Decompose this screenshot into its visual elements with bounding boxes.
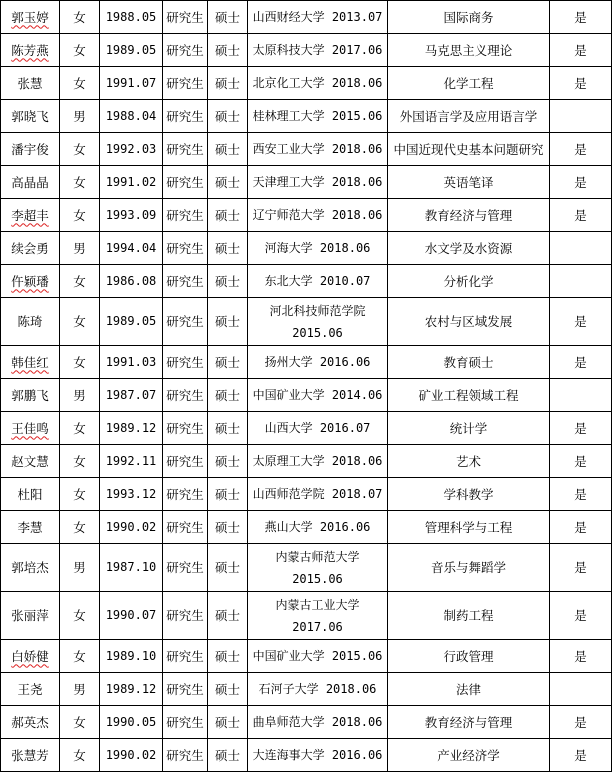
- gender-cell: 女: [60, 265, 100, 298]
- school-graduation-cell: 北京化工大学 2018.06: [248, 67, 388, 100]
- name-text: 郭鹏飞: [11, 387, 49, 403]
- education-cell: 研究生: [163, 67, 208, 100]
- birth-date-cell: 1991.03: [100, 346, 163, 379]
- name-cell: [1, 412, 60, 445]
- gender-cell: 男: [60, 379, 100, 412]
- education-cell: 研究生: [163, 379, 208, 412]
- table-row: [1, 739, 612, 772]
- name-cell: [1, 739, 60, 772]
- name-cell: [1, 673, 60, 706]
- name-text: 高晶晶: [11, 174, 49, 190]
- name-text: 韩佳红: [11, 354, 49, 370]
- name-text: 仵颖璠: [11, 273, 49, 289]
- gender-cell: 女: [60, 706, 100, 739]
- education-cell: 研究生: [163, 706, 208, 739]
- name-text: 赵文慧: [11, 453, 49, 469]
- name-text: 张慧芳: [11, 747, 49, 763]
- name-cell: [1, 298, 60, 346]
- flag-cell: 是: [550, 298, 612, 346]
- major-cell: 产业经济学: [388, 739, 550, 772]
- major-cell: 管理科学与工程: [388, 511, 550, 544]
- school-graduation-cell: 山西师范学院 2018.07: [248, 478, 388, 511]
- table-row: [1, 166, 612, 199]
- birth-date-cell: 1990.02: [100, 511, 163, 544]
- table-row: [1, 592, 612, 640]
- name-text: 潘宇俊: [11, 141, 49, 157]
- gender-cell: 女: [60, 1, 100, 34]
- table-row: [1, 673, 612, 706]
- education-cell: 研究生: [163, 298, 208, 346]
- name-text: 陈琦: [17, 314, 43, 329]
- gender-cell: 女: [60, 511, 100, 544]
- school-graduation-cell: 天津理工大学 2018.06: [248, 166, 388, 199]
- school-graduation-cell: 河北科技师范学院 2015.06: [248, 298, 388, 346]
- school-graduation-cell: 内蒙古师范大学 2015.06: [248, 544, 388, 592]
- education-cell: 研究生: [163, 346, 208, 379]
- school-graduation-cell: 太原科技大学 2017.06: [248, 34, 388, 67]
- degree-cell: 硕士: [208, 265, 248, 298]
- name-cell: [1, 232, 60, 265]
- gender-cell: 女: [60, 592, 100, 640]
- flag-cell: 是: [550, 346, 612, 379]
- flag-cell: [550, 100, 612, 133]
- flag-cell: [550, 265, 612, 298]
- school-graduation-cell: 燕山大学 2016.06: [248, 511, 388, 544]
- flag-cell: 是: [550, 34, 612, 67]
- gender-cell: 男: [60, 544, 100, 592]
- major-cell: 分析化学: [388, 265, 550, 298]
- degree-cell: 硕士: [208, 1, 248, 34]
- education-cell: 研究生: [163, 544, 208, 592]
- name-cell: [1, 706, 60, 739]
- table-row: [1, 34, 612, 67]
- birth-date-cell: 1987.10: [100, 544, 163, 592]
- flag-cell: 是: [550, 544, 612, 592]
- education-cell: 研究生: [163, 511, 208, 544]
- gender-cell: 女: [60, 412, 100, 445]
- gender-cell: 女: [60, 346, 100, 379]
- flag-cell: 是: [550, 478, 612, 511]
- name-cell: [1, 478, 60, 511]
- education-cell: 研究生: [163, 1, 208, 34]
- table-row: [1, 544, 612, 592]
- table-row: [1, 100, 612, 133]
- name-text: 杜阳: [17, 486, 43, 502]
- school-graduation-cell: 中国矿业大学 2015.06: [248, 640, 388, 673]
- gender-cell: 女: [60, 34, 100, 67]
- flag-cell: 是: [550, 1, 612, 34]
- name-cell: [1, 100, 60, 133]
- birth-date-cell: 1987.07: [100, 379, 163, 412]
- table-row: [1, 478, 612, 511]
- birth-date-cell: 1992.03: [100, 133, 163, 166]
- name-cell: [1, 379, 60, 412]
- major-cell: 法律: [388, 673, 550, 706]
- degree-cell: 硕士: [208, 298, 248, 346]
- degree-cell: 硕士: [208, 706, 248, 739]
- name-text: 白娇健: [11, 648, 49, 664]
- gender-cell: 男: [60, 232, 100, 265]
- major-cell: 化学工程: [388, 67, 550, 100]
- name-text: 郝英杰: [11, 714, 49, 730]
- major-cell: 外国语言学及应用语言学: [388, 100, 550, 133]
- major-cell: 中国近现代史基本问题研究: [388, 133, 550, 166]
- birth-date-cell: 1990.05: [100, 706, 163, 739]
- name-text: 郭晓飞: [11, 108, 49, 124]
- education-cell: 研究生: [163, 100, 208, 133]
- birth-date-cell: 1989.05: [100, 34, 163, 67]
- birth-date-cell: 1992.11: [100, 445, 163, 478]
- major-cell: 农村与区域发展: [388, 298, 550, 346]
- birth-date-cell: 1988.04: [100, 100, 163, 133]
- education-cell: 研究生: [163, 445, 208, 478]
- degree-cell: 硕士: [208, 511, 248, 544]
- name-text: 郭玉婷: [11, 9, 49, 25]
- major-cell: 制药工程: [388, 592, 550, 640]
- major-cell: 行政管理: [388, 640, 550, 673]
- degree-cell: 硕士: [208, 166, 248, 199]
- table-row: [1, 133, 612, 166]
- gender-cell: 女: [60, 739, 100, 772]
- flag-cell: 是: [550, 166, 612, 199]
- gender-cell: 男: [60, 673, 100, 706]
- gender-cell: 女: [60, 133, 100, 166]
- birth-date-cell: 1994.04: [100, 232, 163, 265]
- school-graduation-cell: 西安工业大学 2018.06: [248, 133, 388, 166]
- school-graduation-cell: 太原理工大学 2018.06: [248, 445, 388, 478]
- gender-cell: 男: [60, 100, 100, 133]
- table-row: [1, 511, 612, 544]
- table-row: [1, 199, 612, 232]
- birth-date-cell: 1989.12: [100, 412, 163, 445]
- degree-cell: 硕士: [208, 412, 248, 445]
- name-text: 郭培杰: [11, 560, 49, 575]
- degree-cell: 硕士: [208, 133, 248, 166]
- birth-date-cell: 1988.05: [100, 1, 163, 34]
- school-graduation-cell: 中国矿业大学 2014.06: [248, 379, 388, 412]
- birth-date-cell: 1991.07: [100, 67, 163, 100]
- name-cell: [1, 445, 60, 478]
- flag-cell: 是: [550, 412, 612, 445]
- flag-cell: 是: [550, 739, 612, 772]
- school-graduation-cell: 内蒙古工业大学 2017.06: [248, 592, 388, 640]
- school-graduation-cell: 桂林理工大学 2015.06: [248, 100, 388, 133]
- flag-cell: 是: [550, 67, 612, 100]
- flag-cell: [550, 673, 612, 706]
- name-cell: [1, 265, 60, 298]
- birth-date-cell: 1993.12: [100, 478, 163, 511]
- major-cell: 国际商务: [388, 1, 550, 34]
- name-text: 李慧: [17, 519, 43, 535]
- name-text: 续会勇: [11, 240, 49, 256]
- major-cell: 艺术: [388, 445, 550, 478]
- table-row: [1, 67, 612, 100]
- gender-cell: 女: [60, 478, 100, 511]
- flag-cell: 是: [550, 133, 612, 166]
- major-cell: 教育硕士: [388, 346, 550, 379]
- name-text: 张丽萍: [11, 608, 49, 623]
- major-cell: 教育经济与管理: [388, 199, 550, 232]
- table-row: [1, 1, 612, 34]
- gender-cell: 女: [60, 67, 100, 100]
- gender-cell: 女: [60, 199, 100, 232]
- name-cell: [1, 592, 60, 640]
- table-row: [1, 265, 612, 298]
- degree-cell: 硕士: [208, 346, 248, 379]
- birth-date-cell: 1989.05: [100, 298, 163, 346]
- major-cell: 统计学: [388, 412, 550, 445]
- degree-cell: 硕士: [208, 100, 248, 133]
- name-text: 王尧: [17, 681, 43, 697]
- degree-cell: 硕士: [208, 739, 248, 772]
- major-cell: 水文学及水资源: [388, 232, 550, 265]
- name-cell: [1, 544, 60, 592]
- major-cell: 音乐与舞蹈学: [388, 544, 550, 592]
- education-cell: 研究生: [163, 265, 208, 298]
- birth-date-cell: 1990.07: [100, 592, 163, 640]
- table-row: [1, 706, 612, 739]
- education-cell: 研究生: [163, 640, 208, 673]
- flag-cell: 是: [550, 640, 612, 673]
- education-cell: 研究生: [163, 739, 208, 772]
- birth-date-cell: 1989.12: [100, 673, 163, 706]
- degree-cell: 硕士: [208, 592, 248, 640]
- major-cell: 矿业工程领域工程: [388, 379, 550, 412]
- name-cell: [1, 166, 60, 199]
- degree-cell: 硕士: [208, 34, 248, 67]
- major-cell: 英语笔译: [388, 166, 550, 199]
- table-row: [1, 298, 612, 346]
- education-cell: 研究生: [163, 34, 208, 67]
- education-cell: 研究生: [163, 232, 208, 265]
- school-graduation-cell: 河海大学 2018.06: [248, 232, 388, 265]
- name-cell: [1, 1, 60, 34]
- school-graduation-cell: 辽宁师范大学 2018.06: [248, 199, 388, 232]
- degree-cell: 硕士: [208, 67, 248, 100]
- birth-date-cell: 1991.02: [100, 166, 163, 199]
- birth-date-cell: 1990.02: [100, 739, 163, 772]
- name-text: 王佳鸣: [11, 420, 49, 436]
- flag-cell: 是: [550, 706, 612, 739]
- education-cell: 研究生: [163, 412, 208, 445]
- table-row: [1, 379, 612, 412]
- table-row: [1, 346, 612, 379]
- table-row: [1, 232, 612, 265]
- name-cell: [1, 34, 60, 67]
- degree-cell: 硕士: [208, 544, 248, 592]
- school-graduation-cell: 山西财经大学 2013.07: [248, 1, 388, 34]
- name-text: 张慧: [17, 75, 43, 91]
- flag-cell: [550, 379, 612, 412]
- education-cell: 研究生: [163, 166, 208, 199]
- name-cell: [1, 199, 60, 232]
- degree-cell: 硕士: [208, 673, 248, 706]
- name-text: 陈芳燕: [11, 42, 49, 58]
- birth-date-cell: 1993.09: [100, 199, 163, 232]
- school-graduation-cell: 石河子大学 2018.06: [248, 673, 388, 706]
- education-cell: 研究生: [163, 199, 208, 232]
- table-row: [1, 412, 612, 445]
- degree-cell: 硕士: [208, 199, 248, 232]
- flag-cell: 是: [550, 199, 612, 232]
- gender-cell: 女: [60, 166, 100, 199]
- name-cell: [1, 346, 60, 379]
- degree-cell: 硕士: [208, 640, 248, 673]
- education-cell: 研究生: [163, 133, 208, 166]
- school-graduation-cell: 山西大学 2016.07: [248, 412, 388, 445]
- gender-cell: 女: [60, 445, 100, 478]
- name-text: 李超丰: [11, 207, 49, 223]
- education-cell: 研究生: [163, 478, 208, 511]
- major-cell: 教育经济与管理: [388, 706, 550, 739]
- school-graduation-cell: 大连海事大学 2016.06: [248, 739, 388, 772]
- school-graduation-cell: 东北大学 2010.07: [248, 265, 388, 298]
- education-cell: 研究生: [163, 673, 208, 706]
- name-cell: [1, 133, 60, 166]
- school-graduation-cell: 扬州大学 2016.06: [248, 346, 388, 379]
- birth-date-cell: 1989.10: [100, 640, 163, 673]
- degree-cell: 硕士: [208, 379, 248, 412]
- gender-cell: 女: [60, 640, 100, 673]
- name-cell: [1, 67, 60, 100]
- degree-cell: 硕士: [208, 232, 248, 265]
- flag-cell: 是: [550, 592, 612, 640]
- table-row: [1, 640, 612, 673]
- table-row: [1, 445, 612, 478]
- degree-cell: 硕士: [208, 478, 248, 511]
- flag-cell: 是: [550, 445, 612, 478]
- education-cell: 研究生: [163, 592, 208, 640]
- major-cell: 学科教学: [388, 478, 550, 511]
- name-cell: [1, 640, 60, 673]
- flag-cell: 是: [550, 511, 612, 544]
- table-body: [1, 1, 612, 772]
- school-graduation-cell: 曲阜师范大学 2018.06: [248, 706, 388, 739]
- flag-cell: [550, 232, 612, 265]
- degree-cell: 硕士: [208, 445, 248, 478]
- birth-date-cell: 1986.08: [100, 265, 163, 298]
- major-cell: 马克思主义理论: [388, 34, 550, 67]
- name-cell: [1, 511, 60, 544]
- gender-cell: 女: [60, 298, 100, 346]
